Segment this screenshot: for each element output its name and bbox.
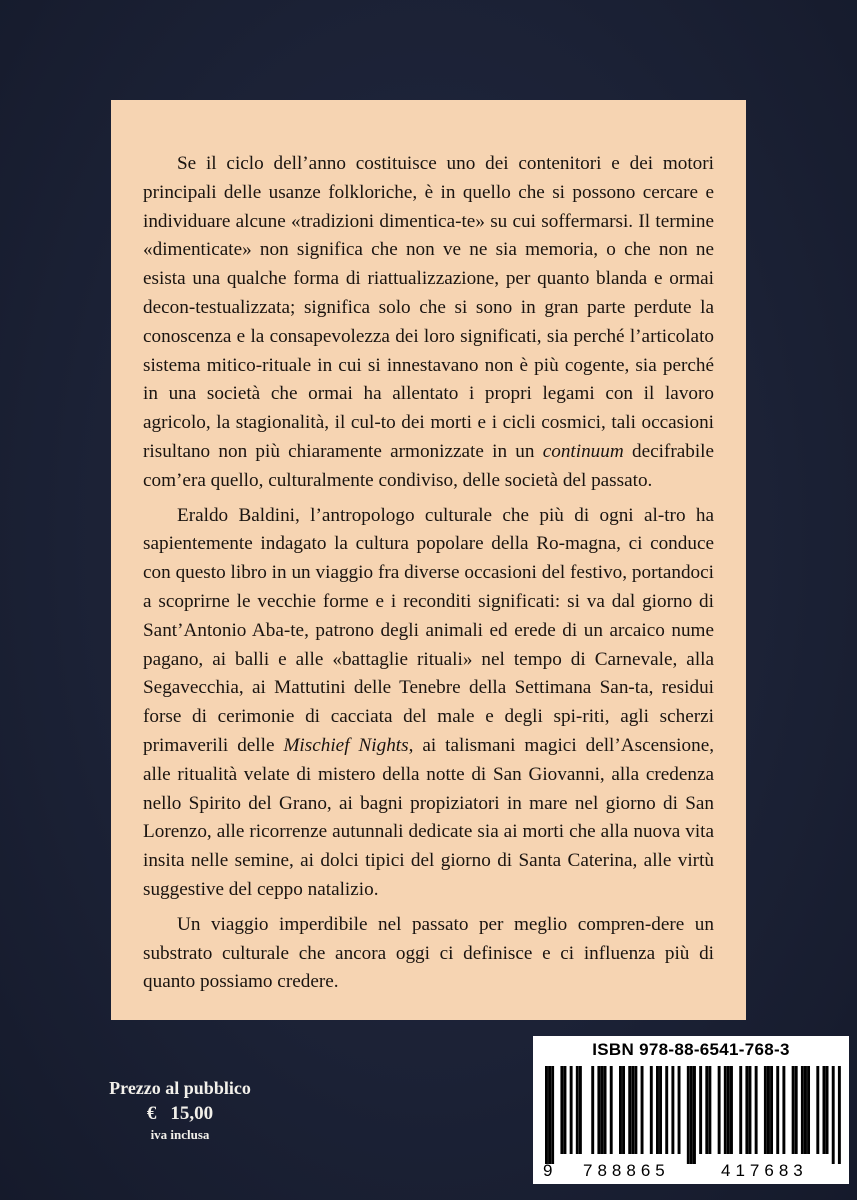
barcode-bar (622, 1066, 625, 1154)
barcode-bar (631, 1066, 634, 1154)
barcode-bar (832, 1066, 835, 1164)
barcode-label (533, 1036, 849, 1184)
price-amount (80, 1103, 280, 1125)
barcode-bar (826, 1066, 829, 1154)
barcode-bar (576, 1066, 579, 1154)
barcode-bars (545, 1066, 841, 1164)
barcode-bar (551, 1066, 554, 1164)
blurb-text: , ai talismani magici dell’Ascensione, alle ritualità velate di mistero della notte di San Giovanni, alla credenza nello Spirito del Grano, ai bagni propiziatori in mare nel giorno di San Lorenzo, alle ricorrenze autunnali dedicate sia ai morti che alla nuova vita insita nelle semine, ai dolci tipici del giorno di Santa Caterina, alle virtù suggestive del ceppo natalizio. (143, 734, 715, 900)
barcode-bar (755, 1066, 758, 1154)
vat-note: iva inclusa (150, 1127, 210, 1142)
barcode-bar (693, 1066, 696, 1164)
ean-left-digits: 788865 (583, 1161, 670, 1180)
barcode-bar (690, 1066, 693, 1164)
barcode-bar (545, 1066, 548, 1164)
barcode-bar (776, 1066, 779, 1154)
barcode-bar (727, 1066, 730, 1154)
barcode-bar (604, 1066, 607, 1154)
barcode-bar (730, 1066, 733, 1154)
barcode-bar (548, 1066, 551, 1164)
barcode-bar (767, 1066, 770, 1154)
barcode-bar (745, 1066, 748, 1154)
barcode-bar (724, 1066, 727, 1154)
barcode-bar (804, 1066, 807, 1154)
price-value: 15,00 (170, 1103, 214, 1124)
barcode-bar (659, 1066, 662, 1154)
ean-right-digits: 417683 (721, 1161, 808, 1180)
barcode-bar (634, 1066, 637, 1154)
barcode-bar (687, 1066, 690, 1164)
barcode-bar (823, 1066, 826, 1154)
blurb-panel (111, 100, 746, 1020)
barcode-bar (628, 1066, 631, 1154)
blurb-paragraph-2 (143, 502, 714, 905)
barcode-bar (770, 1066, 773, 1154)
blurb-text: Eraldo Baldini, l’antropologo culturale che più di ogni al-tro ha sapientemente indagato la cultura popolare della Ro-magna, ci conduce con questo libro in un viaggio fra diverse occasioni del festivo, portandoci a scoprirne le vecchie forme e i reconditi significati: si va dal giorno di Sant’Antonio Aba-te, patrono degli animali ed erede di un arcaico nume pagano, ai balli e alle «battaglie rituali» nel tempo di Carnevale, alla Segavecchia, ai Mattutini delle Tenebre della Settimana San-ta, residui forse di cerimonie di cacciata del male e degli spi-riti, agli scherzi primaverili delle (143, 504, 714, 756)
barcode-bar (610, 1066, 613, 1154)
blurb-text: Se il ciclo dell’anno costituisce uno dei contenitori e dei motori principali delle usanze folkloriche, è in quello che si possono cercare e individuare alcune «tradizioni dimentica-te» su cui soffermarsi. Il termine «dimenticate» non significa che non ve ne sia memoria, o che non ne esista una qualche forma di riattualizzazione, per quanto blanda e ormai decon-testualizzata; significa solo che si sono in gran parte perdute la conoscenza e la consapevolezza dei loro significati, sia perché l’articolato sistema mitico-rituale in cui si innestavano non è più cogente, sia perché in una società che ormai ha allentato i propri legami con il lavoro agricolo, la stagionalità, il cul-to dei morti e i cicli cosmici, tali occasioni risultano non più chiaramente armonizzate in un (143, 153, 714, 462)
blurb-text: decifrabile com’era quello, culturalmente condiviso, delle società del passato. (143, 440, 714, 491)
barcode-bar (792, 1066, 795, 1154)
barcode-bar (718, 1066, 721, 1154)
barcode-bar (739, 1066, 742, 1154)
barcode-bar (749, 1066, 752, 1154)
barcode-bar (650, 1066, 653, 1154)
barcode-bar (597, 1066, 600, 1154)
price-block (80, 1078, 280, 1143)
barcode-bar (591, 1066, 594, 1154)
barcode-bar (656, 1066, 659, 1154)
barcode-bar (708, 1066, 711, 1154)
barcode-bar (807, 1066, 810, 1154)
blurb-italic-term: continuum (542, 440, 624, 462)
barcode-bar (838, 1066, 841, 1164)
price-label: Prezzo al pubblico (109, 1078, 251, 1098)
barcode-bar (782, 1066, 785, 1154)
barcode-bar (705, 1066, 708, 1154)
barcode-bar (795, 1066, 798, 1154)
barcode-bar (619, 1066, 622, 1154)
blurb-text: Un viaggio imperdibile nel passato per meglio compren-dere un substrato culturale che ancora oggi ci definisce e ci influenza più di quanto possiamo credere. (143, 913, 714, 993)
barcode-bar (641, 1066, 644, 1154)
blurb-paragraph-3 (143, 911, 714, 997)
isbn-text: ISBN 978-88-6541-768-3 (592, 1040, 790, 1059)
barcode-bar (816, 1066, 819, 1154)
barcode-bar (579, 1066, 582, 1154)
barcode-bar (665, 1066, 668, 1154)
barcode-bar (699, 1066, 702, 1154)
barcode-bar (564, 1066, 567, 1154)
barcode-bar (601, 1066, 604, 1154)
blurb-italic-term: Mischief Nights (283, 734, 409, 756)
blurb-paragraph-1 (143, 150, 714, 496)
barcode-bar (764, 1066, 767, 1154)
barcode-bar (560, 1066, 563, 1154)
ean-first-digit: 9 (543, 1161, 553, 1180)
barcode-bar (671, 1066, 674, 1154)
barcode-bar (801, 1066, 804, 1154)
barcode-bar (678, 1066, 681, 1154)
currency-symbol: € (146, 1103, 157, 1124)
barcode-bar (570, 1066, 573, 1154)
